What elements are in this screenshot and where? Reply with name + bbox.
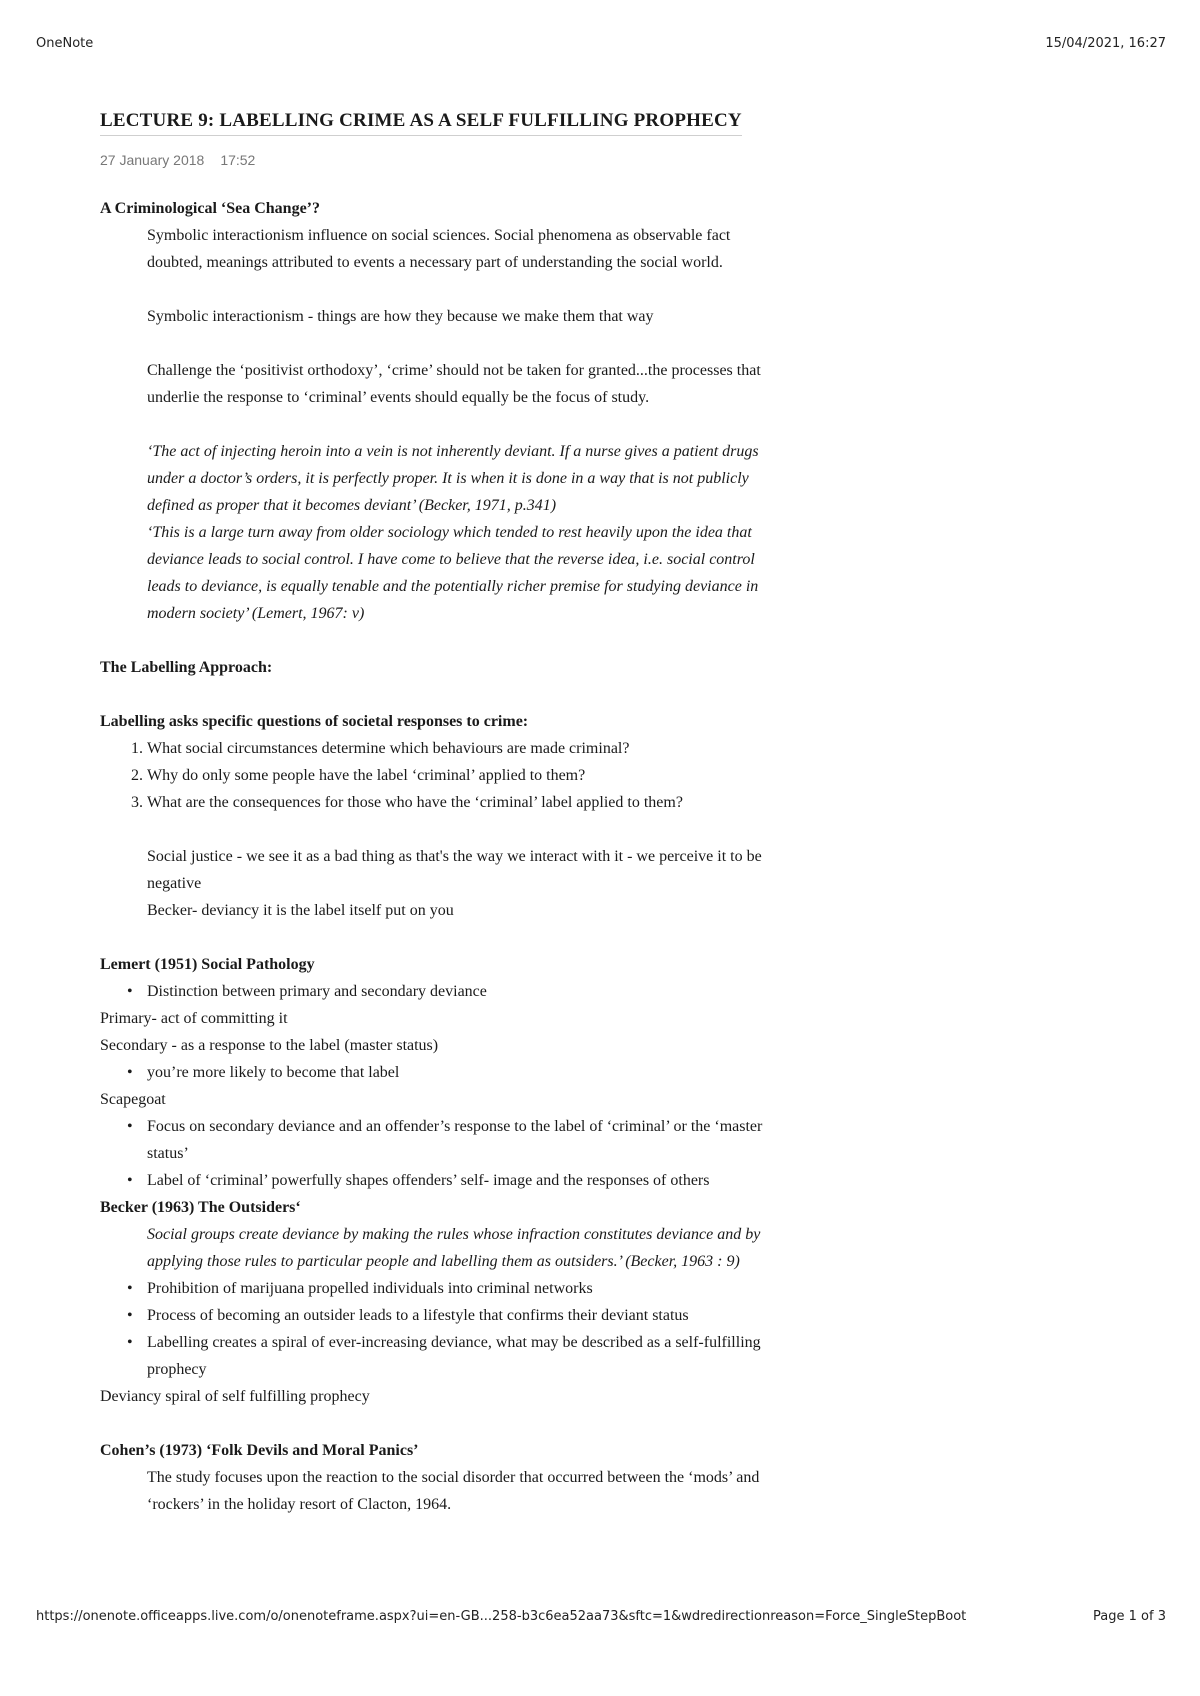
list-item: 3. What are the consequences for those who have the ‘criminal’ label applied to them? (147, 789, 920, 816)
bullet-icon: • (127, 983, 133, 1000)
bullet-icon: • (127, 1064, 133, 1081)
paragraph-line: negative (147, 875, 202, 892)
list-item: • you’re more likely to become that label (147, 1059, 920, 1086)
numbered-list (100, 735, 920, 816)
bullet-list (100, 1275, 920, 1383)
quote-line: under a doctor’s orders, it is perfectly proper. It is when it is done in a way that is not publicly (147, 470, 749, 487)
paragraph-line: doubted, meanings attributed to events a necessary part of understanding the social world. (147, 254, 723, 271)
bullet-icon: • (127, 1307, 133, 1324)
page-meta (100, 152, 920, 168)
paragraph-line: Secondary - as a response to the label (master status) (100, 1037, 439, 1054)
bullet-icon: • (127, 1280, 133, 1297)
paragraph-line: Social justice - we see it as a bad thing as that's the way we interact with it - we perceive it to be (147, 848, 762, 865)
paragraph-line: Symbolic interactionism - things are how they because we make them that way (147, 308, 654, 325)
quote-line: applying those rules to particular people and labelling them as outsiders.’ (Becker, 1963 : 9) (147, 1253, 740, 1270)
print-datetime: 15/04/2021, 16:27 (1045, 36, 1166, 51)
quote-line: leads to deviance, is equally tenable and the potentially richer premise for studying deviance in (147, 578, 759, 595)
list-item: • Prohibition of marijuana propelled individuals into criminal networks (147, 1275, 920, 1302)
heading-lemert: Lemert (1951) Social Pathology (100, 956, 315, 973)
paragraph-line: Becker- deviancy it is the label itself put on you (147, 902, 454, 919)
bullet-icon: • (127, 1118, 133, 1135)
bullet-list (100, 1059, 920, 1086)
paragraph-line: Deviancy spiral of self fulfilling prophecy (100, 1388, 370, 1405)
heading-sea-change: A Criminological ‘Sea Change’? (100, 200, 320, 217)
heading-labelling-questions: Labelling asks specific questions of societal responses to crime: (100, 713, 529, 730)
paragraph-line: The study focuses upon the reaction to the social disorder that occurred between the ‘mods’ and (147, 1469, 760, 1486)
page-time: 17:52 (220, 152, 256, 168)
paragraph-line: underlie the response to ‘criminal’ events should equally be the focus of study. (147, 389, 650, 406)
list-item: • Process of becoming an outsider leads to a lifestyle that confirms their deviant status (147, 1302, 920, 1329)
paragraph-line: Primary- act of committing it (100, 1010, 288, 1027)
quote-line: ‘This is a large turn away from older sociology which tended to rest heavily upon the idea that (147, 524, 752, 541)
paragraph-line: Symbolic interactionism influence on social sciences. Social phenomena as observable fact (147, 227, 731, 244)
quote-line: modern society’ (Lemert, 1967: v) (147, 605, 365, 622)
heading-labelling-approach: The Labelling Approach: (100, 659, 273, 676)
page-title: LECTURE 9: LABELLING CRIME AS A SELF FULFILLING PROPHECY (100, 110, 920, 136)
list-item: • Label of ‘criminal’ powerfully shapes offenders’ self- image and the responses of others (147, 1167, 920, 1194)
paragraph-line: Challenge the ‘positivist orthodoxy’, ‘crime’ should not be taken for granted...the processes that (147, 362, 761, 379)
bullet-icon: • (127, 1172, 133, 1189)
quote-line: deviance leads to social control. I have come to believe that the reverse idea, i.e. social control (147, 551, 755, 568)
page-number: Page 1 of 3 (1093, 1609, 1166, 1624)
bullet-icon: • (127, 1334, 133, 1351)
bullet-list (100, 1113, 920, 1194)
page-date: 27 January 2018 (100, 152, 205, 168)
list-item: 1. What social circumstances determine which behaviours are made criminal? (147, 735, 920, 762)
bullet-list (100, 978, 920, 1005)
quote-line: defined as proper that it becomes deviant’ (Becker, 1971, p.341) (147, 497, 557, 514)
list-item: • Distinction between primary and secondary deviance (147, 978, 920, 1005)
paragraph-line: ‘rockers’ in the holiday resort of Clacton, 1964. (147, 1496, 452, 1513)
page-url: https://onenote.officeapps.live.com/o/onenoteframe.aspx?ui=en-GB...258-b3c6ea52aa73&sftc=1&wdredirectionreason=Force_SingleStepBoot (36, 1609, 967, 1624)
heading-becker: Becker (1963) The Outsiders‘ (100, 1199, 301, 1216)
list-item: 2. Why do only some people have the label ‘criminal’ applied to them? (147, 762, 920, 789)
quote-line: ‘The act of injecting heroin into a vein is not inherently deviant. If a nurse gives a patient drugs (147, 443, 759, 460)
quote-line: Social groups create deviance by making the rules whose infraction constitutes deviance and by (147, 1226, 761, 1243)
list-item: • Focus on secondary deviance and an offender’s response to the label of ‘criminal’ or the ‘master status’ (147, 1113, 920, 1167)
list-item: • Labelling creates a spiral of ever-increasing deviance, what may be described as a self-fulfilling prophecy (147, 1329, 920, 1383)
app-name: OneNote (36, 36, 94, 51)
page-content (100, 110, 920, 1518)
paragraph-line: Scapegoat (100, 1091, 166, 1108)
heading-cohen: Cohen’s (1973) ‘Folk Devils and Moral Panics’ (100, 1442, 419, 1459)
